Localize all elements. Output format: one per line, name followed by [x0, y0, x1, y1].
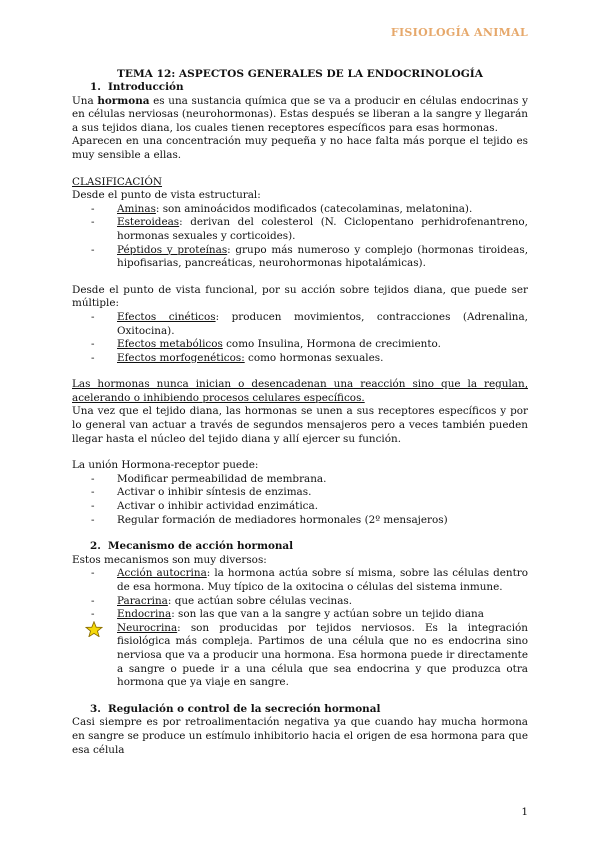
regulation-paragraph: Casi siempre es por retroalimentación negativa ya que cuando hay mucha hormona en sangre se produce un estímulo inhibitorio hacia el origen de esa hormona para que esa célula	[72, 716, 528, 756]
list-item: - Endocrina: son las que van a la sangre y actúan sobre un tejido diana	[91, 608, 484, 621]
list-text: Modificar permeabilidad de membrana.	[117, 472, 327, 485]
list-text: como hormonas sexuales.	[244, 351, 384, 364]
union-list	[72, 473, 528, 527]
list-term: Endocrina	[117, 608, 172, 621]
intro-text-b: es una sustancia química que se va a producir en células endocrinas y en células nerviosas (neurohormonas). Estas después se liberan a la sangre y llegarán a sus tejidos diana, los cuales tienen receptores específicos para esas hormonas.	[72, 94, 528, 134]
list-item: - Esteroideas: derivan del colesterol (N. Ciclopentano perhidrofenantreno, hormonas sexuales y corticoides).	[91, 216, 528, 242]
list-item: - Péptidos y proteínas: grupo más numeroso y complejo (hormonas tiroideas, hipofisarias, pancreáticas, neurohormonas hipotalámicas).	[91, 243, 528, 270]
list-text: : producen movimientos, contracciones (Adrenalina, Oxitocina).	[117, 310, 528, 337]
section-3-heading	[72, 703, 528, 717]
section-3-title: Regulación o control de la secreción hormonal	[108, 702, 381, 715]
functional-list	[72, 311, 528, 365]
list-text: : son las que van a la sangre y actúan sobre un tejido diana	[171, 608, 484, 621]
structural-intro: Desde el punto de vista estructural:	[72, 189, 261, 202]
running-header: FISIOLOGÍA ANIMAL	[390, 26, 528, 39]
star-icon	[85, 621, 103, 637]
list-term: Paracrina	[117, 594, 168, 607]
list-text: : son producidas por tejidos nerviosos. Es la integración fisiológica más compleja. Partimos de una célula que no es endocrina sino nerviosa que va a producir una hormona. Esa hormona puede ir directamente a sangre o puede ir a una célula que sea endocrina y que produzca otra hormona que ya viaje en sangre.	[117, 621, 528, 689]
section-2-heading	[72, 540, 528, 554]
classification-heading: CLASIFICACIÓN	[72, 175, 163, 188]
section-3-number: 3.	[90, 702, 101, 715]
list-text: : derivan del colesterol (N. Ciclopentano perhidrofenantreno, hormonas sexuales y corticoides).	[117, 216, 528, 242]
receptor-paragraph: Una vez que el tejido diana, las hormonas se unen a sus receptores específicos y por lo general van actuar a través de segundos mensajeros pero a veces también pueden llegar hasta el núcleo del tejido diana y allí ejercer su función.	[72, 405, 528, 445]
underlined-note: Las hormonas nunca inician o desencadenan una reacción sino que la regulan, acelerando o inhibiendo procesos celulares específicos.	[72, 378, 528, 404]
intro-paragraph-2: Aparecen en una concentración muy pequeña y no hace falta más porque el tejido es muy sensible a ellas.	[72, 135, 528, 161]
list-item: - Efectos metabólicos como Insulina, Hormona de crecimiento.	[91, 338, 441, 351]
union-intro: La unión Hormona-receptor puede:	[72, 459, 259, 472]
list-item: - Aminas: son aminoácidos modificados (catecolaminas, melatonina).	[91, 202, 473, 215]
list-term: Efectos morfogenéticos:	[117, 351, 245, 364]
list-text: Activar o inhibir actividad enzimática.	[117, 500, 318, 513]
section-1-heading	[72, 81, 528, 95]
page-number: 1	[521, 806, 528, 818]
section-1-title: Introducción	[108, 81, 184, 93]
list-item: - Paracrina: que actúan sobre células vecinas.	[91, 594, 353, 607]
list-item: - Activar o inhibir actividad enzimática.	[91, 500, 318, 513]
list-item: - Modificar permeabilidad de membrana.	[91, 472, 327, 485]
list-term: Esteroideas	[117, 216, 180, 229]
list-term: Aminas	[117, 202, 156, 215]
intro-paragraph-1	[72, 95, 528, 136]
list-text: como Insulina, Hormona de crecimiento.	[222, 338, 441, 351]
mechanisms-intro: Estos mecanismos son muy diversos:	[72, 553, 267, 566]
list-term: Efectos metabólicos	[117, 338, 223, 351]
list-term: Neurocrina	[117, 621, 178, 634]
list-item: - Regular formación de mediadores hormonales (2º mensajeros)	[91, 513, 448, 526]
list-text: : la hormona actúa sobre sí misma, sobre las células dentro de esa hormona. Muy típico de la oxitocina o células del sistema inmune.	[117, 567, 529, 593]
list-text: Activar o inhibir síntesis de enzimas.	[117, 486, 312, 499]
intro-text-a: Una	[72, 94, 98, 107]
list-item: - Acción autocrina: la hormona actúa sobre sí misma, sobre las células dentro de esa hormona. Muy típico de la oxitocina o células del sistema inmune.	[91, 567, 529, 593]
mechanisms-list	[72, 567, 528, 689]
list-item: - Efectos cinéticos: producen movimientos, contracciones (Adrenalina, Oxitocina).	[91, 310, 528, 337]
list-term: Efectos cinéticos	[117, 310, 216, 323]
list-text: : que actúan sobre células vecinas.	[167, 594, 353, 607]
section-2-title: Mecanismo de acción hormonal	[108, 540, 294, 553]
functional-intro: Desde el punto de vista funcional, por su acción sobre tejidos diana, que puede ser múltiple:	[72, 283, 528, 310]
intro-bold-term: hormona	[97, 94, 150, 107]
list-text: : son aminoácidos modificados (catecolaminas, melatonina).	[155, 202, 473, 215]
list-term: Péptidos y proteínas	[117, 243, 228, 256]
list-item: - Efectos morfogenéticos: como hormonas sexuales.	[91, 351, 384, 364]
structural-list	[72, 203, 528, 271]
list-term: Acción autocrina	[117, 567, 207, 580]
list-item: - Activar o inhibir síntesis de enzimas.	[91, 486, 312, 499]
list-item	[72, 622, 528, 690]
section-1-number: 1.	[90, 81, 101, 93]
section-2-number: 2.	[90, 540, 101, 553]
document-body	[72, 68, 528, 757]
list-text: Regular formación de mediadores hormonales (2º mensajeros)	[117, 513, 448, 526]
list-text: : grupo más numeroso y complejo (hormonas tiroideas, hipofisarias, pancreáticas, neurohormonas hipotalámicas).	[117, 243, 528, 270]
page-title: TEMA 12: ASPECTOS GENERALES DE LA ENDOCRINOLOGÍA	[117, 68, 483, 80]
